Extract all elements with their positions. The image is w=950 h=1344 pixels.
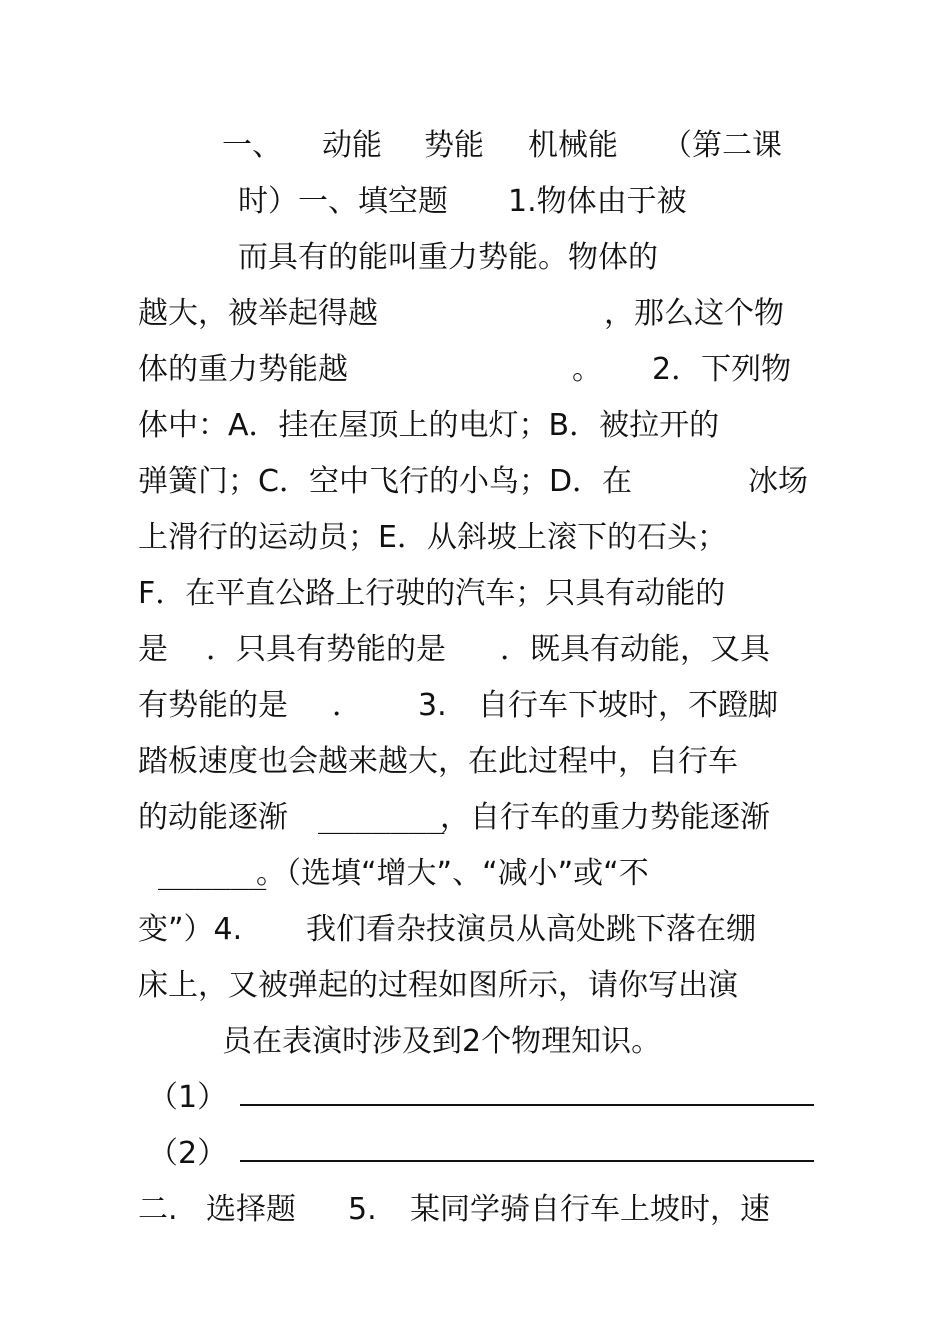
text-line (0, 902, 950, 958)
text-segment: 上滑行的运动员；E．从斜坡上滚下的石头； (138, 520, 727, 555)
text-line (0, 622, 950, 678)
text-line (0, 398, 950, 454)
text-segment: 某同学骑自行车上坡时，速 (410, 1192, 770, 1227)
text-segment: ．只具有势能的是 (206, 632, 446, 667)
answer-blank: _______ (318, 800, 445, 835)
text-segment: 有势能的是 (138, 688, 288, 723)
text-segment: 2．下列物 (652, 352, 792, 387)
text-segment: ．既具有动能，又具 (500, 632, 770, 667)
text-line (0, 286, 950, 342)
text-segment: ． (332, 688, 362, 723)
answer-label: （1） (148, 1080, 228, 1115)
text-line (0, 342, 950, 398)
heading-word: 势能 (424, 128, 484, 163)
answer-label: （2） (148, 1136, 228, 1171)
text-segment: 越大，被举起得越 (138, 296, 378, 331)
text-line (0, 118, 950, 174)
text-segment: 1.物体由于被 (508, 184, 687, 219)
text-segment: 而具有的能叫重力势能。物体的 (238, 240, 658, 275)
text-segment: 变”）4. (138, 912, 243, 947)
text-line (0, 454, 950, 510)
text-segment: F．在平直公路上行驶的汽车；只具有动能的 (138, 576, 726, 611)
question-number: 3. (418, 688, 447, 723)
text-segment: 的动能逐渐 (138, 800, 288, 835)
text-line (0, 1182, 950, 1238)
text-segment: 踏板速度也会越来越大，在此过程中，自行车 (138, 744, 738, 779)
answer-underline (240, 1160, 814, 1162)
heading-number: 一、 (222, 128, 282, 163)
text-segment: 是 (138, 632, 168, 667)
text-segment: 自行车下坡时，不蹬脚 (478, 688, 778, 723)
section-number: 二. (138, 1192, 178, 1227)
text-line (0, 566, 950, 622)
heading-word: 机械能 (528, 128, 618, 163)
answer-line-2 (0, 1126, 950, 1182)
text-segment: 员在表演时涉及到2个物理知识。 (222, 1024, 662, 1059)
heading-word: （第二课 (662, 128, 782, 163)
text-segment: 。（选填“增大”、“减小”或“不 (256, 856, 649, 891)
text-line (0, 790, 950, 846)
text-segment: 时）一、填空题 (238, 184, 448, 219)
text-segment: 冰场 (748, 464, 808, 499)
section-title: 选择题 (206, 1192, 296, 1227)
text-segment: 我们看杂技演员从高处跳下落在绷 (306, 912, 756, 947)
text-segment: ，那么这个物 (604, 296, 784, 331)
text-segment: ，自行车的重力势能逐渐 (440, 800, 770, 835)
text-line (0, 174, 950, 230)
text-line (0, 1014, 950, 1070)
text-segment: 弹簧门；C．空中飞行的小鸟；D．在 (138, 464, 633, 499)
answer-line-1 (0, 1070, 950, 1126)
text-line (0, 510, 950, 566)
question-number: 5. (348, 1192, 377, 1227)
text-segment: 体中：A．挂在屋顶上的电灯；B．被拉开的 (138, 408, 720, 443)
text-segment: 。 (572, 352, 602, 387)
answer-underline (240, 1104, 814, 1106)
text-line (0, 678, 950, 734)
text-line (0, 846, 950, 902)
text-segment: 体的重力势能越 (138, 352, 348, 387)
answer-blank: ______ (158, 856, 267, 891)
text-segment: 床上，又被弹起的过程如图所示，请你写出演 (138, 968, 738, 1003)
heading-word: 动能 (322, 128, 382, 163)
text-line (0, 734, 950, 790)
text-line (0, 230, 950, 286)
text-line (0, 958, 950, 1014)
